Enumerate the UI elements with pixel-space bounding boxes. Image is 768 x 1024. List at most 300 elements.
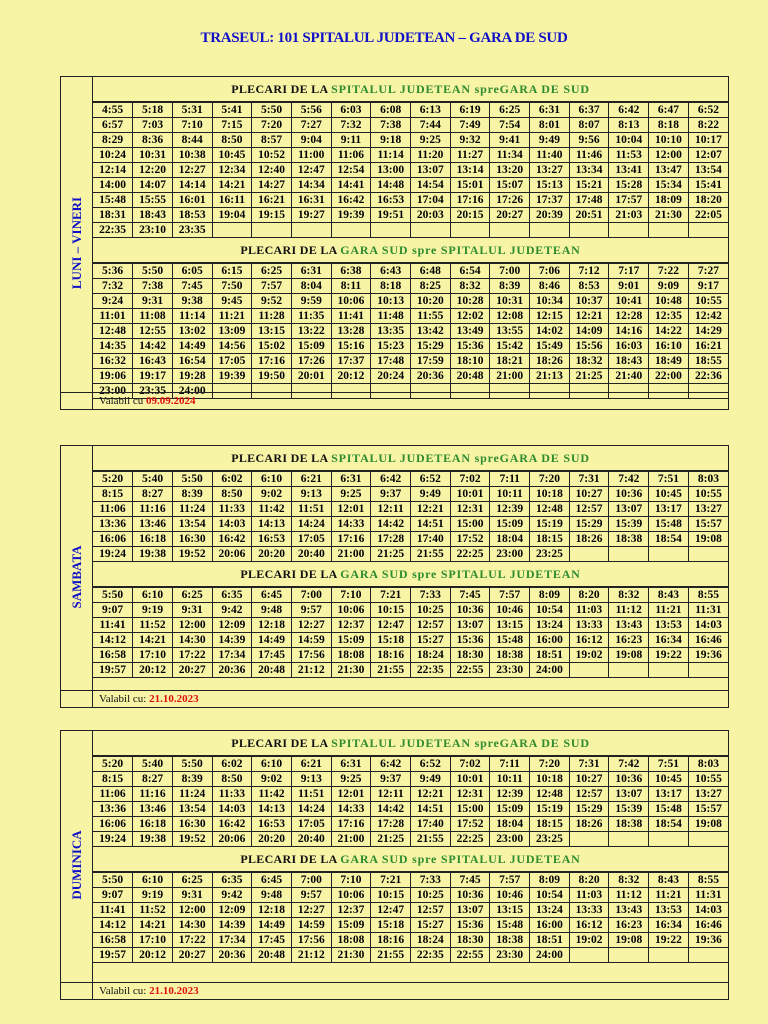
time-cell: 23:00 [490, 832, 530, 847]
time-cell: 8:32 [609, 873, 649, 888]
time-cell: 15:09 [291, 339, 331, 354]
section-sunday [60, 730, 729, 1000]
section-saturday [60, 445, 729, 708]
time-cell: 8:27 [133, 487, 173, 502]
table-row [93, 369, 728, 384]
time-cell: 15:56 [569, 339, 609, 354]
time-cell: 9:19 [133, 603, 173, 618]
time-cell: 5:31 [172, 103, 212, 118]
time-cell: 13:53 [649, 618, 689, 633]
time-cell: 7:57 [490, 588, 530, 603]
time-cell: 12:48 [93, 324, 133, 339]
time-cell: 16:42 [331, 193, 371, 208]
time-cell: 18:51 [530, 648, 570, 663]
time-cell: 13:54 [172, 802, 212, 817]
time-cell: 6:45 [252, 873, 292, 888]
time-cell: 21:25 [371, 547, 411, 562]
time-cell: 13:34 [569, 163, 609, 178]
time-cell: 8:32 [450, 279, 490, 294]
time-cell: 16:23 [609, 633, 649, 648]
time-cell: 17:16 [331, 817, 371, 832]
time-cell: 12:11 [371, 787, 411, 802]
time-cell: 10:20 [411, 294, 451, 309]
time-cell: 15:41 [688, 178, 728, 193]
time-cell: 14:29 [688, 324, 728, 339]
header-destination: GARA DE SUD [499, 82, 590, 96]
time-cell: 10:55 [688, 772, 728, 787]
time-cell: 21:12 [291, 663, 331, 678]
time-cell: 9:19 [133, 888, 173, 903]
time-cell: 16:53 [252, 817, 292, 832]
time-cell: 17:57 [609, 193, 649, 208]
time-cell: 17:40 [411, 817, 451, 832]
time-cell: 9:57 [291, 603, 331, 618]
time-cell: 16:58 [93, 933, 133, 948]
time-cell: 16:12 [569, 918, 609, 933]
schedule-body [93, 446, 728, 678]
time-cell: 7:22 [649, 264, 689, 279]
time-cell: 15:29 [569, 517, 609, 532]
section-weekdays [60, 76, 729, 410]
time-cell: 16:18 [133, 532, 173, 547]
validity-label: Valabil cu: [99, 985, 147, 997]
time-cell: 14:49 [252, 633, 292, 648]
time-cell: 10:48 [649, 294, 689, 309]
table-row [93, 663, 728, 678]
time-cell: 16:53 [252, 532, 292, 547]
time-cell: 13:09 [212, 324, 252, 339]
time-cell: 6:02 [212, 472, 252, 487]
time-cell: 16:21 [688, 339, 728, 354]
time-cell: 10:27 [569, 487, 609, 502]
time-cell: 14:54 [411, 178, 451, 193]
time-cell [530, 223, 570, 238]
time-cell: 10:11 [490, 772, 530, 787]
time-cell: 14:48 [371, 178, 411, 193]
time-cell: 24:00 [172, 384, 212, 399]
time-cell: 21:55 [411, 547, 451, 562]
time-cell: 7:42 [609, 757, 649, 772]
time-cell: 10:17 [688, 133, 728, 148]
time-cell: 10:55 [688, 487, 728, 502]
time-cell [371, 223, 411, 238]
time-cell: 12:02 [450, 309, 490, 324]
time-cell: 10:06 [331, 603, 371, 618]
time-cell: 10:45 [212, 148, 252, 163]
time-cell: 12:48 [530, 502, 570, 517]
header-return [93, 847, 728, 872]
time-cell: 7:51 [649, 472, 689, 487]
time-cell: 23:10 [133, 223, 173, 238]
time-cell: 10:25 [411, 888, 451, 903]
time-cell: 17:34 [212, 648, 252, 663]
time-cell: 7:54 [490, 118, 530, 133]
time-cell: 7:27 [688, 264, 728, 279]
table-row [93, 817, 728, 832]
time-cell: 16:00 [530, 633, 570, 648]
time-cell: 9:31 [172, 603, 212, 618]
time-cell: 8:07 [569, 118, 609, 133]
time-cell: 15:19 [530, 802, 570, 817]
time-cell: 6:35 [212, 588, 252, 603]
table-row [93, 193, 728, 208]
time-cell: 11:42 [252, 787, 292, 802]
time-cell: 8:15 [93, 487, 133, 502]
time-cell: 22:25 [450, 832, 490, 847]
time-cell: 20:27 [172, 948, 212, 963]
time-cell: 14:03 [212, 517, 252, 532]
time-cell: 5:36 [93, 264, 133, 279]
time-cell: 11:34 [490, 148, 530, 163]
time-cell: 11:33 [212, 502, 252, 517]
time-cell: 16:03 [609, 339, 649, 354]
time-cell: 14:07 [133, 178, 173, 193]
time-cell: 15:48 [649, 802, 689, 817]
time-cell: 15:39 [609, 517, 649, 532]
time-cell: 14:03 [688, 903, 728, 918]
time-cell: 16:58 [93, 648, 133, 663]
time-cell [609, 948, 649, 963]
time-cell: 7:51 [649, 757, 689, 772]
time-cell: 22:35 [411, 948, 451, 963]
time-cell: 10:01 [450, 487, 490, 502]
time-cell: 9:18 [371, 133, 411, 148]
header-route: GARA SUD spre SPITALUL JUDETEAN [340, 852, 581, 866]
schedule-body [93, 731, 728, 963]
time-cell: 6:43 [371, 264, 411, 279]
time-cell: 15:34 [649, 178, 689, 193]
time-cell: 18:43 [609, 354, 649, 369]
time-cell: 21:03 [609, 208, 649, 223]
time-cell [450, 223, 490, 238]
timetable-outbound [93, 471, 728, 562]
header-prefix: PLECARI DE LA [240, 852, 337, 866]
time-cell: 10:06 [331, 294, 371, 309]
time-cell: 9:25 [411, 133, 451, 148]
time-cell: 16:34 [649, 918, 689, 933]
time-cell: 16:00 [530, 918, 570, 933]
time-cell: 19:57 [93, 663, 133, 678]
time-cell: 15:09 [490, 802, 530, 817]
time-cell: 18:15 [530, 817, 570, 832]
time-cell: 13:49 [450, 324, 490, 339]
time-cell: 14:49 [172, 339, 212, 354]
header-prefix: PLECARI DE LA [231, 82, 328, 96]
header-return [93, 562, 728, 587]
timetable-return [93, 872, 728, 963]
time-cell: 19:24 [93, 832, 133, 847]
time-cell: 22:25 [450, 547, 490, 562]
table-row [93, 103, 728, 118]
time-cell: 10:15 [371, 603, 411, 618]
time-cell: 14:39 [212, 633, 252, 648]
time-cell: 13:46 [133, 517, 173, 532]
time-cell [688, 948, 728, 963]
time-cell [609, 547, 649, 562]
time-cell: 19:04 [212, 208, 252, 223]
time-cell: 23:00 [93, 384, 133, 399]
header-route: SPITALUL JUDETEAN spre [331, 736, 500, 750]
time-cell [569, 948, 609, 963]
time-cell: 11:21 [649, 603, 689, 618]
time-cell: 13:46 [133, 802, 173, 817]
time-cell: 6:42 [609, 103, 649, 118]
time-cell: 20:24 [371, 369, 411, 384]
time-cell: 13:41 [609, 163, 649, 178]
time-cell: 17:26 [291, 354, 331, 369]
time-cell: 14:51 [411, 802, 451, 817]
time-cell: 12:28 [609, 309, 649, 324]
time-cell: 15:48 [490, 633, 530, 648]
time-cell: 20:51 [569, 208, 609, 223]
time-cell: 7:00 [291, 873, 331, 888]
time-cell: 12:57 [411, 903, 451, 918]
time-cell: 5:50 [93, 588, 133, 603]
time-cell: 8:50 [212, 133, 252, 148]
time-cell: 11:51 [291, 787, 331, 802]
time-cell: 18:24 [411, 648, 451, 663]
table-row [93, 472, 728, 487]
time-cell: 7:20 [530, 757, 570, 772]
time-cell: 15:02 [252, 339, 292, 354]
time-cell: 18:49 [649, 354, 689, 369]
time-cell: 11:12 [609, 603, 649, 618]
time-cell: 14:51 [411, 517, 451, 532]
time-cell: 13:54 [688, 163, 728, 178]
time-cell: 11:42 [252, 502, 292, 517]
time-cell: 17:10 [133, 933, 173, 948]
day-label: LUNI – VINERI [68, 196, 84, 290]
time-cell: 12:57 [569, 787, 609, 802]
table-row [93, 502, 728, 517]
time-cell: 12:40 [252, 163, 292, 178]
time-cell: 22:00 [649, 369, 689, 384]
time-cell: 9:31 [133, 294, 173, 309]
time-cell: 13:43 [609, 618, 649, 633]
time-cell: 14:02 [530, 324, 570, 339]
time-cell: 11:28 [252, 309, 292, 324]
time-cell: 18:20 [688, 193, 728, 208]
time-cell: 11:41 [93, 903, 133, 918]
time-cell: 14:24 [291, 517, 331, 532]
time-cell: 17:04 [411, 193, 451, 208]
header-prefix: PLECARI DE LA [231, 736, 328, 750]
validity-date: 09.09.2024 [146, 395, 196, 407]
time-cell: 7:02 [450, 472, 490, 487]
time-cell: 8:15 [93, 772, 133, 787]
time-cell: 8:11 [331, 279, 371, 294]
header-destination: GARA DE SUD [499, 736, 590, 750]
validity-date: 21.10.2023 [149, 985, 199, 997]
time-cell: 6:54 [450, 264, 490, 279]
time-cell: 18:31 [93, 208, 133, 223]
time-cell: 7:20 [530, 472, 570, 487]
time-cell: 19:36 [688, 648, 728, 663]
time-cell: 10:10 [649, 133, 689, 148]
time-cell: 17:52 [450, 817, 490, 832]
time-cell: 9:52 [252, 294, 292, 309]
time-cell: 20:06 [212, 547, 252, 562]
time-cell: 23:35 [172, 223, 212, 238]
time-cell: 12:00 [172, 618, 212, 633]
time-cell: 12:35 [649, 309, 689, 324]
time-cell: 13:24 [530, 903, 570, 918]
time-cell: 10:31 [133, 148, 173, 163]
time-cell: 20:48 [450, 369, 490, 384]
time-cell: 16:30 [172, 532, 212, 547]
time-cell: 13:27 [688, 787, 728, 802]
time-cell: 9:49 [411, 487, 451, 502]
time-cell: 6:52 [688, 103, 728, 118]
time-cell: 10:01 [450, 772, 490, 787]
time-cell: 18:55 [688, 354, 728, 369]
header-prefix: PLECARI DE LA [240, 567, 337, 581]
time-cell: 9:42 [212, 888, 252, 903]
time-cell: 10:55 [688, 294, 728, 309]
time-cell: 5:40 [133, 757, 173, 772]
time-cell: 9:25 [331, 487, 371, 502]
time-cell: 10:18 [530, 487, 570, 502]
time-cell: 8:03 [688, 472, 728, 487]
time-cell: 15:18 [371, 633, 411, 648]
time-cell: 23:25 [530, 547, 570, 562]
time-cell: 8:13 [609, 118, 649, 133]
time-cell: 15:18 [371, 918, 411, 933]
time-cell: 18:16 [371, 648, 411, 663]
time-cell: 14:59 [291, 918, 331, 933]
time-cell: 11:20 [411, 148, 451, 163]
time-cell [609, 832, 649, 847]
time-cell: 20:39 [530, 208, 570, 223]
time-cell: 12:14 [93, 163, 133, 178]
time-cell [649, 948, 689, 963]
table-row [93, 133, 728, 148]
time-cell: 7:33 [411, 588, 451, 603]
time-cell: 15:36 [450, 339, 490, 354]
table-row [93, 279, 728, 294]
time-cell: 12:39 [490, 502, 530, 517]
time-cell: 14:21 [212, 178, 252, 193]
time-cell [569, 663, 609, 678]
time-cell: 16:31 [291, 193, 331, 208]
time-cell: 4:55 [93, 103, 133, 118]
time-cell: 13:07 [411, 163, 451, 178]
table-row [93, 324, 728, 339]
time-cell: 6:31 [331, 472, 371, 487]
table-row [93, 618, 728, 633]
time-cell [649, 832, 689, 847]
time-cell: 14:39 [212, 918, 252, 933]
time-cell: 16:12 [569, 633, 609, 648]
time-cell: 7:31 [569, 472, 609, 487]
time-cell: 13:43 [609, 903, 649, 918]
time-cell: 12:39 [490, 787, 530, 802]
time-cell: 10:36 [609, 772, 649, 787]
time-cell: 13:15 [490, 618, 530, 633]
time-cell: 18:51 [530, 933, 570, 948]
time-cell: 7:10 [172, 118, 212, 133]
time-cell: 11:24 [172, 502, 212, 517]
time-cell: 11:35 [291, 309, 331, 324]
time-cell: 7:06 [530, 264, 570, 279]
time-cell: 10:28 [450, 294, 490, 309]
time-cell: 9:38 [172, 294, 212, 309]
time-cell: 16:43 [133, 354, 173, 369]
time-cell: 17:56 [291, 933, 331, 948]
table-row [93, 633, 728, 648]
time-cell: 12:37 [331, 903, 371, 918]
time-cell: 8:43 [649, 873, 689, 888]
time-cell: 5:20 [93, 757, 133, 772]
time-cell: 16:11 [212, 193, 252, 208]
time-cell: 19:27 [291, 208, 331, 223]
time-cell: 15:21 [569, 178, 609, 193]
time-cell: 8:27 [133, 772, 173, 787]
time-cell: 17:37 [331, 354, 371, 369]
time-cell: 11:08 [133, 309, 173, 324]
time-cell: 6:10 [252, 472, 292, 487]
time-cell: 16:46 [688, 918, 728, 933]
validity-label: Valabil cu [99, 395, 144, 407]
time-cell: 6:35 [212, 873, 252, 888]
time-cell: 12:47 [371, 903, 411, 918]
time-cell: 17:22 [172, 648, 212, 663]
table-row [93, 933, 728, 948]
time-cell: 13:36 [93, 517, 133, 532]
time-cell: 10:06 [331, 888, 371, 903]
time-cell: 7:31 [569, 757, 609, 772]
time-cell: 17:10 [133, 648, 173, 663]
time-cell: 21:55 [371, 663, 411, 678]
table-row [93, 294, 728, 309]
time-cell: 12:18 [252, 618, 292, 633]
time-cell [569, 832, 609, 847]
time-cell: 20:03 [411, 208, 451, 223]
time-cell: 10:41 [609, 294, 649, 309]
time-cell: 8:20 [569, 588, 609, 603]
time-cell: 13:07 [450, 903, 490, 918]
time-cell: 10:46 [490, 603, 530, 618]
time-cell: 10:24 [93, 148, 133, 163]
time-cell: 8:25 [411, 279, 451, 294]
time-cell: 15:13 [530, 178, 570, 193]
time-cell: 6:19 [450, 103, 490, 118]
time-cell: 23:35 [133, 384, 173, 399]
time-cell: 15:09 [490, 517, 530, 532]
time-cell: 5:50 [252, 103, 292, 118]
schedule-body [93, 77, 728, 399]
time-cell: 9:41 [490, 133, 530, 148]
time-cell: 12:15 [530, 309, 570, 324]
time-cell: 15:48 [93, 193, 133, 208]
time-cell: 8:09 [530, 588, 570, 603]
time-cell: 13:17 [649, 502, 689, 517]
table-row [93, 223, 728, 238]
time-cell: 18:15 [530, 532, 570, 547]
time-cell: 15:39 [609, 802, 649, 817]
time-cell: 19:08 [609, 933, 649, 948]
table-row [93, 118, 728, 133]
time-cell: 16:06 [93, 532, 133, 547]
time-cell: 15:42 [490, 339, 530, 354]
time-cell: 16:34 [649, 633, 689, 648]
time-cell: 20:36 [212, 948, 252, 963]
time-cell: 11:14 [172, 309, 212, 324]
time-cell: 7:33 [411, 873, 451, 888]
time-cell: 11:55 [411, 309, 451, 324]
time-cell: 9:49 [411, 772, 451, 787]
header-outbound [93, 731, 728, 756]
